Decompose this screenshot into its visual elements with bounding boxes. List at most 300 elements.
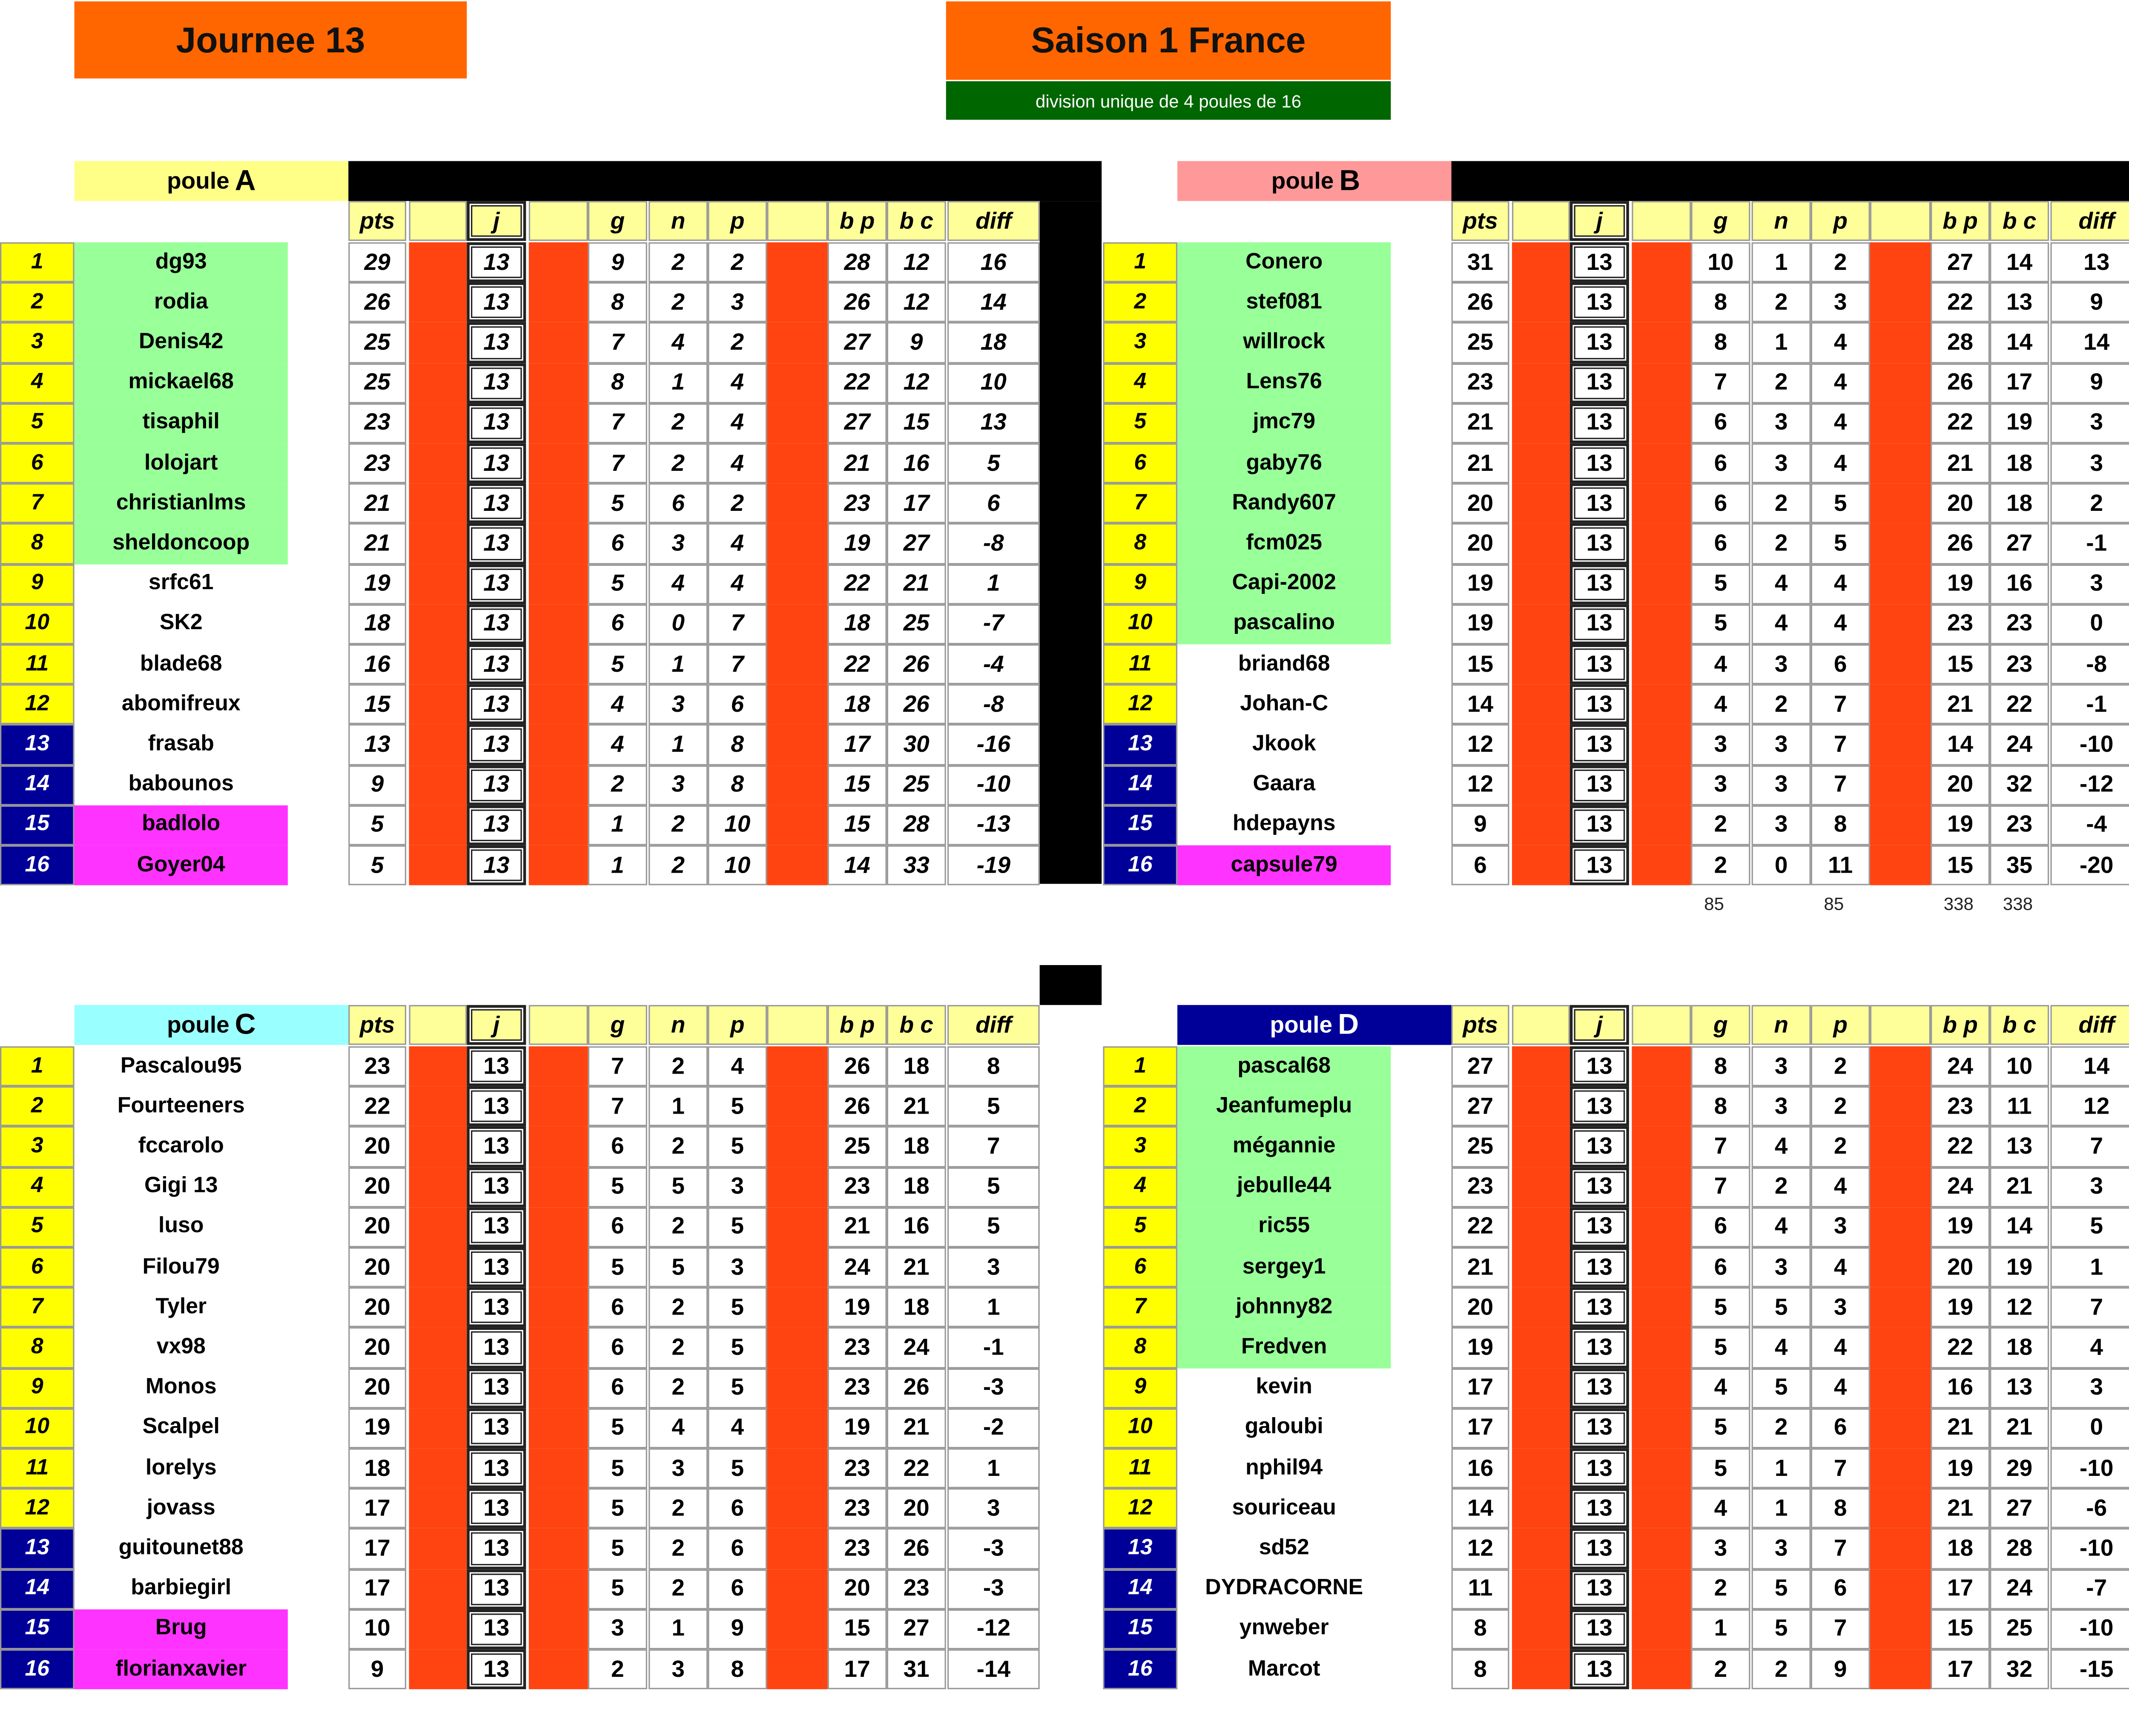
cell-bp: 26 bbox=[828, 1086, 887, 1126]
red-column-cell bbox=[529, 484, 588, 524]
player-name[interactable]: Gigi 13 bbox=[144, 1175, 218, 1198]
poule-c-table bbox=[0, 965, 1102, 1736]
cell-n: 3 bbox=[1752, 725, 1811, 765]
cell-g: 2 bbox=[1691, 1569, 1750, 1609]
cell-n: 4 bbox=[1752, 1207, 1811, 1247]
cell-g: 3 bbox=[1691, 725, 1750, 765]
cell-bp: 19 bbox=[828, 1287, 887, 1327]
red-column-cell bbox=[1632, 323, 1691, 363]
red-column-cell bbox=[409, 1086, 467, 1126]
player-name[interactable]: Denis42 bbox=[75, 323, 288, 363]
cell-j: 13 bbox=[467, 1649, 526, 1689]
cell-bc: 11 bbox=[1990, 1086, 2049, 1126]
red-column-cell bbox=[1512, 1609, 1570, 1649]
red-column-cell bbox=[409, 1368, 467, 1408]
cell-g: 5 bbox=[588, 645, 647, 685]
player-name[interactable]: Tyler bbox=[155, 1295, 207, 1319]
cell-pts: 17 bbox=[1452, 1368, 1509, 1408]
player-name[interactable]: frasab bbox=[148, 732, 214, 756]
player-name[interactable]: sergey1 bbox=[1177, 1247, 1391, 1287]
red-column-cell bbox=[409, 363, 467, 403]
cell-diff: 3 bbox=[2050, 443, 2129, 483]
player-name[interactable]: srfc61 bbox=[149, 571, 214, 595]
red-column-cell bbox=[1632, 645, 1691, 685]
cell-pts: 16 bbox=[348, 645, 406, 685]
cell-p: 4 bbox=[708, 363, 767, 403]
rank-cell: 1 bbox=[0, 242, 75, 282]
cell-bc: 14 bbox=[1990, 242, 2049, 282]
cell-n: 5 bbox=[1752, 1287, 1811, 1327]
rank-cell: 8 bbox=[0, 524, 75, 564]
red-column-cell bbox=[1870, 604, 1931, 644]
cell-bc: 23 bbox=[1990, 805, 2049, 845]
red-column-cell bbox=[529, 1086, 588, 1126]
cell-pts: 17 bbox=[1452, 1408, 1509, 1448]
player-name[interactable]: mégannie bbox=[1177, 1127, 1391, 1167]
cell-bc: 25 bbox=[887, 604, 946, 644]
player-name[interactable]: Johan-C bbox=[1240, 692, 1328, 716]
red-column-cell bbox=[409, 1569, 467, 1609]
red-column-cell bbox=[1632, 443, 1691, 483]
cell-pts: 20 bbox=[348, 1247, 406, 1287]
red-column-cell bbox=[1512, 1408, 1570, 1448]
cell-p: 9 bbox=[1811, 1649, 1870, 1689]
cell-pts: 11 bbox=[1452, 1569, 1509, 1609]
rank-cell: 11 bbox=[0, 645, 75, 685]
cell-diff: 1 bbox=[947, 1448, 1040, 1488]
red-column-cell bbox=[1632, 685, 1691, 725]
cell-j: 13 bbox=[1570, 725, 1629, 765]
player-name[interactable]: mickael68 bbox=[75, 363, 288, 403]
cell-diff: 3 bbox=[2050, 403, 2129, 443]
cell-g: 8 bbox=[1691, 283, 1750, 323]
cell-g: 6 bbox=[588, 1328, 647, 1368]
red-column-cell bbox=[1512, 443, 1570, 483]
cell-pts: 20 bbox=[348, 1287, 406, 1327]
red-column-cell bbox=[1632, 845, 1691, 885]
rank-cell: 8 bbox=[0, 1328, 75, 1368]
red-column-cell bbox=[1632, 1368, 1691, 1408]
player-name[interactable]: Randy607 bbox=[1177, 484, 1391, 524]
cell-g: 8 bbox=[1691, 323, 1750, 363]
poule-label: poule bbox=[167, 1011, 230, 1037]
cell-pts: 13 bbox=[348, 725, 406, 765]
red-column-cell bbox=[529, 323, 588, 363]
player-name[interactable]: jovass bbox=[146, 1496, 215, 1520]
cell-diff: 0 bbox=[2050, 1408, 2129, 1448]
cell-n: 5 bbox=[648, 1167, 708, 1207]
cell-bc: 19 bbox=[1990, 1247, 2049, 1287]
cell-diff: 16 bbox=[947, 242, 1040, 282]
rank-cell: 9 bbox=[1103, 1368, 1177, 1408]
cell-g: 6 bbox=[1691, 443, 1750, 483]
cell-diff: 8 bbox=[947, 1046, 1040, 1086]
cell-pts: 23 bbox=[348, 443, 406, 483]
player-name[interactable]: blade68 bbox=[140, 652, 222, 676]
red-column-cell bbox=[1632, 1086, 1691, 1126]
red-column-cell bbox=[409, 1489, 467, 1529]
cell-diff: 7 bbox=[2050, 1287, 2129, 1327]
red-column-cell bbox=[529, 1609, 588, 1649]
cell-j: 13 bbox=[467, 1127, 526, 1167]
player-name[interactable]: Jkook bbox=[1252, 732, 1316, 756]
rank-cell: 6 bbox=[1103, 443, 1177, 483]
player-name[interactable]: willrock bbox=[1177, 323, 1391, 363]
cell-p: 8 bbox=[708, 725, 767, 765]
red-column-cell bbox=[1632, 1649, 1691, 1689]
red-column-cell bbox=[1512, 564, 1570, 604]
player-name[interactable]: Fredven bbox=[1177, 1328, 1391, 1368]
red-column-cell bbox=[1632, 1408, 1691, 1448]
cell-p: 6 bbox=[1811, 645, 1870, 685]
poule-title bbox=[1177, 1005, 1452, 1045]
poule-label: poule bbox=[1270, 1011, 1333, 1037]
player-name[interactable]: johnny82 bbox=[1177, 1287, 1391, 1327]
cell-g: 8 bbox=[588, 283, 647, 323]
player-name[interactable]: fccarolo bbox=[138, 1134, 224, 1158]
saison-banner: Saison 1 France bbox=[946, 1, 1391, 80]
player-name[interactable]: luso bbox=[158, 1215, 204, 1238]
cell-g: 8 bbox=[1691, 1086, 1750, 1126]
player-name[interactable]: pascal68 bbox=[1177, 1046, 1391, 1086]
red-column-cell bbox=[529, 403, 588, 443]
header-spacer bbox=[1632, 1005, 1691, 1045]
cell-n: 0 bbox=[648, 604, 708, 644]
cell-bc: 24 bbox=[1990, 725, 2049, 765]
cell-p: 7 bbox=[708, 645, 767, 685]
cell-pts: 27 bbox=[1452, 1046, 1509, 1086]
col-header-g: g bbox=[1691, 1005, 1750, 1045]
cell-bp: 19 bbox=[1931, 805, 1990, 845]
cell-j: 13 bbox=[467, 1489, 526, 1529]
player-name[interactable]: Goyer04 bbox=[75, 845, 288, 885]
cell-p: 4 bbox=[708, 403, 767, 443]
player-name[interactable]: Marcot bbox=[1248, 1657, 1320, 1681]
cell-bc: 20 bbox=[887, 1489, 946, 1529]
cell-diff: -16 bbox=[947, 725, 1040, 765]
player-name[interactable]: Lens76 bbox=[1177, 363, 1391, 403]
rank-cell: 2 bbox=[0, 1086, 75, 1126]
cell-bc: 12 bbox=[1990, 1287, 2049, 1327]
cell-g: 2 bbox=[588, 765, 647, 805]
cell-j: 13 bbox=[467, 1609, 526, 1649]
cell-j: 13 bbox=[467, 1207, 526, 1247]
cell-n: 2 bbox=[648, 1529, 708, 1569]
cell-p: 7 bbox=[1811, 725, 1870, 765]
player-name[interactable]: abomifreux bbox=[121, 692, 241, 716]
cell-bp: 23 bbox=[828, 1167, 887, 1207]
player-name[interactable]: badlolo bbox=[75, 805, 288, 845]
player-name[interactable]: SK2 bbox=[159, 612, 203, 636]
cell-pts: 9 bbox=[348, 765, 406, 805]
cell-diff: -1 bbox=[2050, 685, 2129, 725]
player-name[interactable]: vx98 bbox=[156, 1335, 206, 1359]
cell-p: 6 bbox=[708, 685, 767, 725]
player-name[interactable]: dg93 bbox=[75, 242, 288, 282]
cell-n: 4 bbox=[648, 1408, 708, 1448]
cell-bp: 24 bbox=[828, 1247, 887, 1287]
cell-diff: -7 bbox=[2050, 1569, 2129, 1609]
rank-cell: 13 bbox=[0, 725, 75, 765]
player-name[interactable]: guitounet88 bbox=[118, 1536, 244, 1560]
cell-j: 13 bbox=[467, 1529, 526, 1569]
player-name[interactable]: Conero bbox=[1177, 242, 1391, 282]
cell-pts: 20 bbox=[348, 1328, 406, 1368]
rank-cell: 11 bbox=[0, 1448, 75, 1488]
separator-strip bbox=[1040, 201, 1102, 884]
cell-g: 9 bbox=[588, 242, 647, 282]
cell-n: 1 bbox=[648, 645, 708, 685]
cell-bp: 21 bbox=[1931, 685, 1990, 725]
cell-p: 4 bbox=[708, 1046, 767, 1086]
cell-bc: 15 bbox=[887, 403, 946, 443]
cell-p: 2 bbox=[1811, 1127, 1870, 1167]
red-column-cell bbox=[1870, 484, 1931, 524]
cell-n: 4 bbox=[1752, 1127, 1811, 1167]
red-column-cell bbox=[529, 1328, 588, 1368]
cell-pts: 8 bbox=[1452, 1649, 1509, 1689]
header-spacer bbox=[409, 201, 467, 241]
player-name[interactable]: Capi-2002 bbox=[1177, 564, 1391, 604]
cell-p: 4 bbox=[1811, 1368, 1870, 1408]
player-name[interactable]: nphil94 bbox=[1245, 1456, 1323, 1480]
red-column-cell bbox=[1870, 1086, 1931, 1126]
player-name[interactable]: christianlms bbox=[75, 484, 288, 524]
player-name[interactable]: pascalino bbox=[1177, 604, 1391, 644]
player-name[interactable]: galoubi bbox=[1245, 1415, 1323, 1439]
red-column-cell bbox=[767, 1046, 827, 1086]
cell-diff: 12 bbox=[2050, 1086, 2129, 1126]
cell-pts: 20 bbox=[348, 1127, 406, 1167]
cell-n: 2 bbox=[648, 805, 708, 845]
cell-bp: 22 bbox=[828, 645, 887, 685]
cell-n: 2 bbox=[648, 1207, 708, 1247]
cell-pts: 26 bbox=[348, 283, 406, 323]
cell-g: 5 bbox=[588, 1408, 647, 1448]
cell-pts: 27 bbox=[1452, 1086, 1509, 1126]
red-column-cell bbox=[1870, 805, 1931, 845]
red-column-cell bbox=[529, 1127, 588, 1167]
red-column-cell bbox=[529, 1368, 588, 1408]
red-column-cell bbox=[409, 242, 467, 282]
cell-g: 6 bbox=[588, 1368, 647, 1408]
cell-p: 3 bbox=[1811, 1207, 1870, 1247]
red-column-cell bbox=[1870, 685, 1931, 725]
player-name[interactable]: sd52 bbox=[1259, 1536, 1309, 1560]
cell-g: 1 bbox=[588, 805, 647, 845]
player-name[interactable]: babounos bbox=[128, 772, 234, 796]
player-name[interactable]: DYDRACORNE bbox=[1205, 1576, 1363, 1600]
cell-diff: 3 bbox=[2050, 564, 2129, 604]
header-spacer bbox=[529, 201, 588, 241]
cell-bc: 30 bbox=[887, 725, 946, 765]
red-column-cell bbox=[1512, 524, 1570, 564]
player-name[interactable]: stef081 bbox=[1177, 283, 1391, 323]
cell-j: 13 bbox=[467, 1448, 526, 1488]
rank-cell: 15 bbox=[0, 1609, 75, 1649]
red-column-cell bbox=[1512, 1569, 1570, 1609]
cell-p: 5 bbox=[708, 1448, 767, 1488]
col-header-p: p bbox=[708, 1005, 767, 1045]
cell-bp: 28 bbox=[828, 242, 887, 282]
red-column-cell bbox=[529, 564, 588, 604]
cell-n: 5 bbox=[1752, 1609, 1811, 1649]
cell-p: 2 bbox=[1811, 1046, 1870, 1086]
red-column-cell bbox=[1512, 1649, 1570, 1689]
red-column-cell bbox=[1632, 1127, 1691, 1167]
cell-g: 5 bbox=[588, 1247, 647, 1287]
rank-cell: 4 bbox=[0, 363, 75, 403]
cell-bc: 29 bbox=[1990, 1448, 2049, 1488]
red-column-cell bbox=[409, 524, 467, 564]
cell-bp: 26 bbox=[1931, 524, 1990, 564]
cell-bc: 25 bbox=[1990, 1609, 2049, 1649]
red-column-cell bbox=[1870, 1046, 1931, 1086]
cell-g: 7 bbox=[588, 323, 647, 363]
cell-diff: -10 bbox=[2050, 725, 2129, 765]
header-spacer bbox=[1870, 201, 1931, 241]
cell-bc: 31 bbox=[887, 1649, 946, 1689]
player-name[interactable]: ynweber bbox=[1239, 1616, 1329, 1640]
cell-j: 13 bbox=[1570, 765, 1629, 805]
red-column-cell bbox=[1632, 1287, 1691, 1327]
player-name[interactable]: sheldoncoop bbox=[75, 524, 288, 564]
cell-p: 4 bbox=[1811, 1167, 1870, 1207]
player-name[interactable]: jebulle44 bbox=[1177, 1167, 1391, 1207]
rank-cell: 13 bbox=[1103, 725, 1177, 765]
player-name[interactable]: fcm025 bbox=[1177, 524, 1391, 564]
red-column-cell bbox=[1512, 1529, 1570, 1569]
cell-pts: 6 bbox=[1452, 845, 1509, 885]
rank-cell: 15 bbox=[0, 805, 75, 845]
cell-diff: -1 bbox=[947, 1328, 1040, 1368]
player-name[interactable]: hdepayns bbox=[1232, 813, 1336, 836]
cell-j: 13 bbox=[1570, 1287, 1629, 1327]
player-name[interactable]: florianxavier bbox=[75, 1649, 288, 1689]
cell-pts: 23 bbox=[348, 1046, 406, 1086]
cell-j: 13 bbox=[1570, 1569, 1629, 1609]
player-name[interactable]: Brug bbox=[75, 1609, 288, 1649]
cell-j: 13 bbox=[1570, 484, 1629, 524]
header-spacer bbox=[1870, 1005, 1931, 1045]
cell-j: 13 bbox=[467, 765, 526, 805]
header-spacer bbox=[529, 1005, 588, 1045]
cell-g: 6 bbox=[1691, 403, 1750, 443]
cell-p: 3 bbox=[708, 283, 767, 323]
red-column-cell bbox=[1870, 765, 1931, 805]
red-column-cell bbox=[1870, 564, 1931, 604]
cell-bc: 33 bbox=[887, 845, 946, 885]
cell-n: 2 bbox=[648, 443, 708, 483]
player-name[interactable]: Pascalou95 bbox=[120, 1054, 242, 1077]
cell-p: 4 bbox=[1811, 443, 1870, 483]
player-name[interactable]: Gaara bbox=[1253, 772, 1316, 796]
cell-pts: 12 bbox=[1452, 765, 1509, 805]
red-column-cell bbox=[409, 604, 467, 644]
cell-g: 5 bbox=[588, 564, 647, 604]
red-column-cell bbox=[1632, 283, 1691, 323]
player-name[interactable]: lorelys bbox=[145, 1456, 217, 1480]
header-spacer bbox=[409, 1005, 467, 1045]
header-spacer bbox=[1512, 201, 1570, 241]
player-name[interactable]: barbiegirl bbox=[131, 1576, 232, 1600]
player-name[interactable]: kevin bbox=[1256, 1375, 1312, 1399]
player-name[interactable]: Jeanfumeplu bbox=[1177, 1086, 1391, 1126]
cell-diff: -14 bbox=[947, 1649, 1040, 1689]
red-column-cell bbox=[1512, 645, 1570, 685]
red-column-cell bbox=[409, 1287, 467, 1327]
col-header-bc: b c bbox=[887, 201, 946, 241]
cell-bp: 23 bbox=[828, 1368, 887, 1408]
player-name[interactable]: souriceau bbox=[1232, 1496, 1336, 1520]
red-column-cell bbox=[529, 524, 588, 564]
player-name[interactable]: Monos bbox=[145, 1375, 217, 1399]
player-name[interactable]: gaby76 bbox=[1177, 443, 1391, 483]
cell-g: 3 bbox=[588, 1609, 647, 1649]
cell-diff: -1 bbox=[2050, 524, 2129, 564]
cell-diff: -10 bbox=[2050, 1529, 2129, 1569]
rank-cell: 8 bbox=[1103, 524, 1177, 564]
cell-bp: 22 bbox=[1931, 403, 1990, 443]
red-column-cell bbox=[1870, 1448, 1931, 1488]
red-column-cell bbox=[1512, 1328, 1570, 1368]
cell-n: 1 bbox=[648, 363, 708, 403]
header-black-bar bbox=[348, 161, 1102, 201]
cell-bp: 15 bbox=[1931, 645, 1990, 685]
col-header-bp: b p bbox=[828, 201, 887, 241]
cell-diff: -15 bbox=[2050, 1649, 2129, 1689]
player-name[interactable]: rodia bbox=[75, 283, 288, 323]
cell-j: 13 bbox=[1570, 1046, 1629, 1086]
cell-bp: 15 bbox=[1931, 845, 1990, 885]
red-column-cell bbox=[1870, 1489, 1931, 1529]
red-column-cell bbox=[1632, 725, 1691, 765]
cell-bp: 17 bbox=[828, 1649, 887, 1689]
player-name[interactable]: lolojart bbox=[75, 443, 288, 483]
cell-g: 5 bbox=[588, 1448, 647, 1488]
cell-pts: 9 bbox=[1452, 805, 1509, 845]
player-name[interactable]: Filou79 bbox=[142, 1255, 220, 1279]
cell-j: 13 bbox=[467, 1368, 526, 1408]
player-name[interactable]: Fourteeners bbox=[117, 1094, 245, 1118]
player-name[interactable]: ric55 bbox=[1177, 1207, 1391, 1247]
rank-cell: 4 bbox=[0, 1167, 75, 1207]
cell-diff: -6 bbox=[2050, 1489, 2129, 1529]
poule-letter: A bbox=[235, 164, 256, 196]
player-name[interactable]: tisaphil bbox=[75, 403, 288, 443]
cell-g: 2 bbox=[1691, 805, 1750, 845]
cell-n: 4 bbox=[648, 323, 708, 363]
col-header-j: j bbox=[1570, 1005, 1629, 1045]
cell-bc: 13 bbox=[1990, 1368, 2049, 1408]
red-column-cell bbox=[767, 1167, 827, 1207]
player-name[interactable]: capsule79 bbox=[1177, 845, 1391, 885]
cell-diff: 2 bbox=[2050, 484, 2129, 524]
player-name[interactable]: jmc79 bbox=[1177, 403, 1391, 443]
cell-bc: 10 bbox=[1990, 1046, 2049, 1086]
red-column-cell bbox=[1632, 1328, 1691, 1368]
player-name[interactable]: briand68 bbox=[1238, 652, 1330, 676]
red-column-cell bbox=[1870, 1569, 1931, 1609]
cell-bp: 26 bbox=[828, 1046, 887, 1086]
rank-cell: 3 bbox=[1103, 1127, 1177, 1167]
red-column-cell bbox=[767, 403, 827, 443]
player-name[interactable]: Scalpel bbox=[142, 1415, 220, 1439]
cell-n: 2 bbox=[648, 1489, 708, 1529]
rank-cell: 16 bbox=[0, 1649, 75, 1689]
cell-bp: 27 bbox=[828, 323, 887, 363]
cell-p: 8 bbox=[1811, 1489, 1870, 1529]
